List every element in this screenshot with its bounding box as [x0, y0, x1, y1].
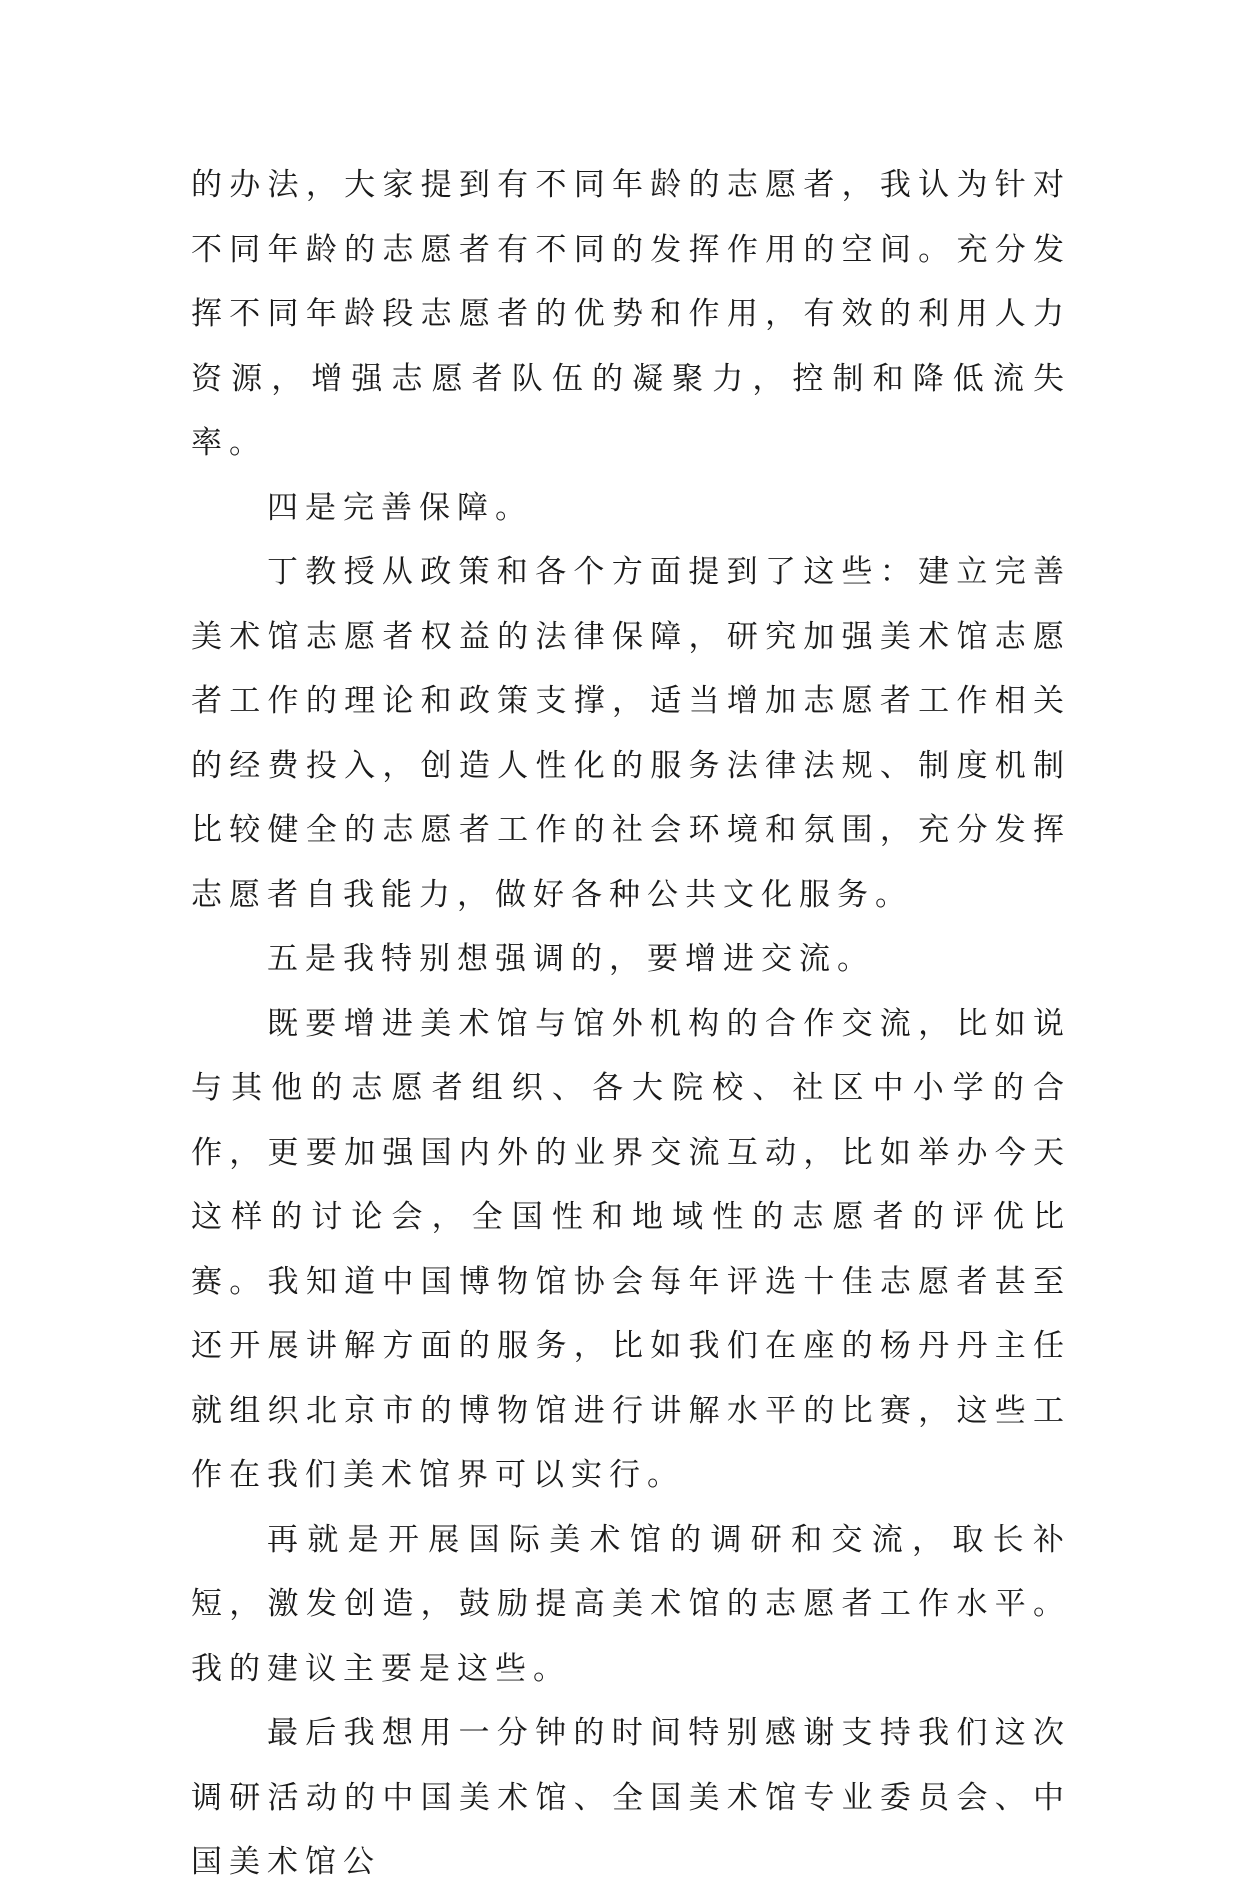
- paragraph-3: 丁教授从政策和各个方面提到了这些：建立完善美术馆志愿者权益的法律保障，研究加强美术馆志愿者工作的理论和政策支撑，适当增加志愿者工作相关的经费投入，创造人性化的服务法律法规、制度机制比较健全的志愿者工作的社会环境和氛围，充分发挥志愿者自我能力，做好各种公共文化服务。: [191, 554, 1071, 913]
- paragraph-5: 既要增进美术馆与馆外机构的合作交流，比如说与其他的志愿者组织、各大院校、社区中小学的合作，更要加强国内外的业界交流互动，比如举办今天这样的讨论会，全国性和地域性的志愿者的评优比赛。我知道中国博物馆协会每年评选十佳志愿者甚至还开展讲解方面的服务，比如我们在座的杨丹丹主任就组织北京市的博物馆进行讲解水平的比赛，这些工作在我们美术馆界可以实行。: [191, 1005, 1071, 1493]
- paragraph-7: 最后我想用一分钟的时间特别感谢支持我们这次调研活动的中国美术馆、全国美术馆专业委员会、中国美术馆公: [191, 1715, 1071, 1880]
- document-body: [191, 153, 1071, 1895]
- paragraph-2-heading-four: 四是完善保障。: [267, 489, 533, 526]
- paragraph-1: 的办法，大家提到有不同年龄的志愿者，我认为针对不同年龄的志愿者有不同的发挥作用的空间。充分发挥不同年龄段志愿者的优势和作用，有效的利用人力资源，增强志愿者队伍的凝聚力，控制和降低流失率。: [191, 167, 1071, 461]
- paragraph-4-heading-five: 五是我特别想强调的，要增进交流。: [267, 941, 875, 977]
- paragraph-6: 再就是开展国际美术馆的调研和交流，取长补短，激发创造，鼓励提高美术馆的志愿者工作水平。我的建议主要是这些。: [191, 1521, 1071, 1687]
